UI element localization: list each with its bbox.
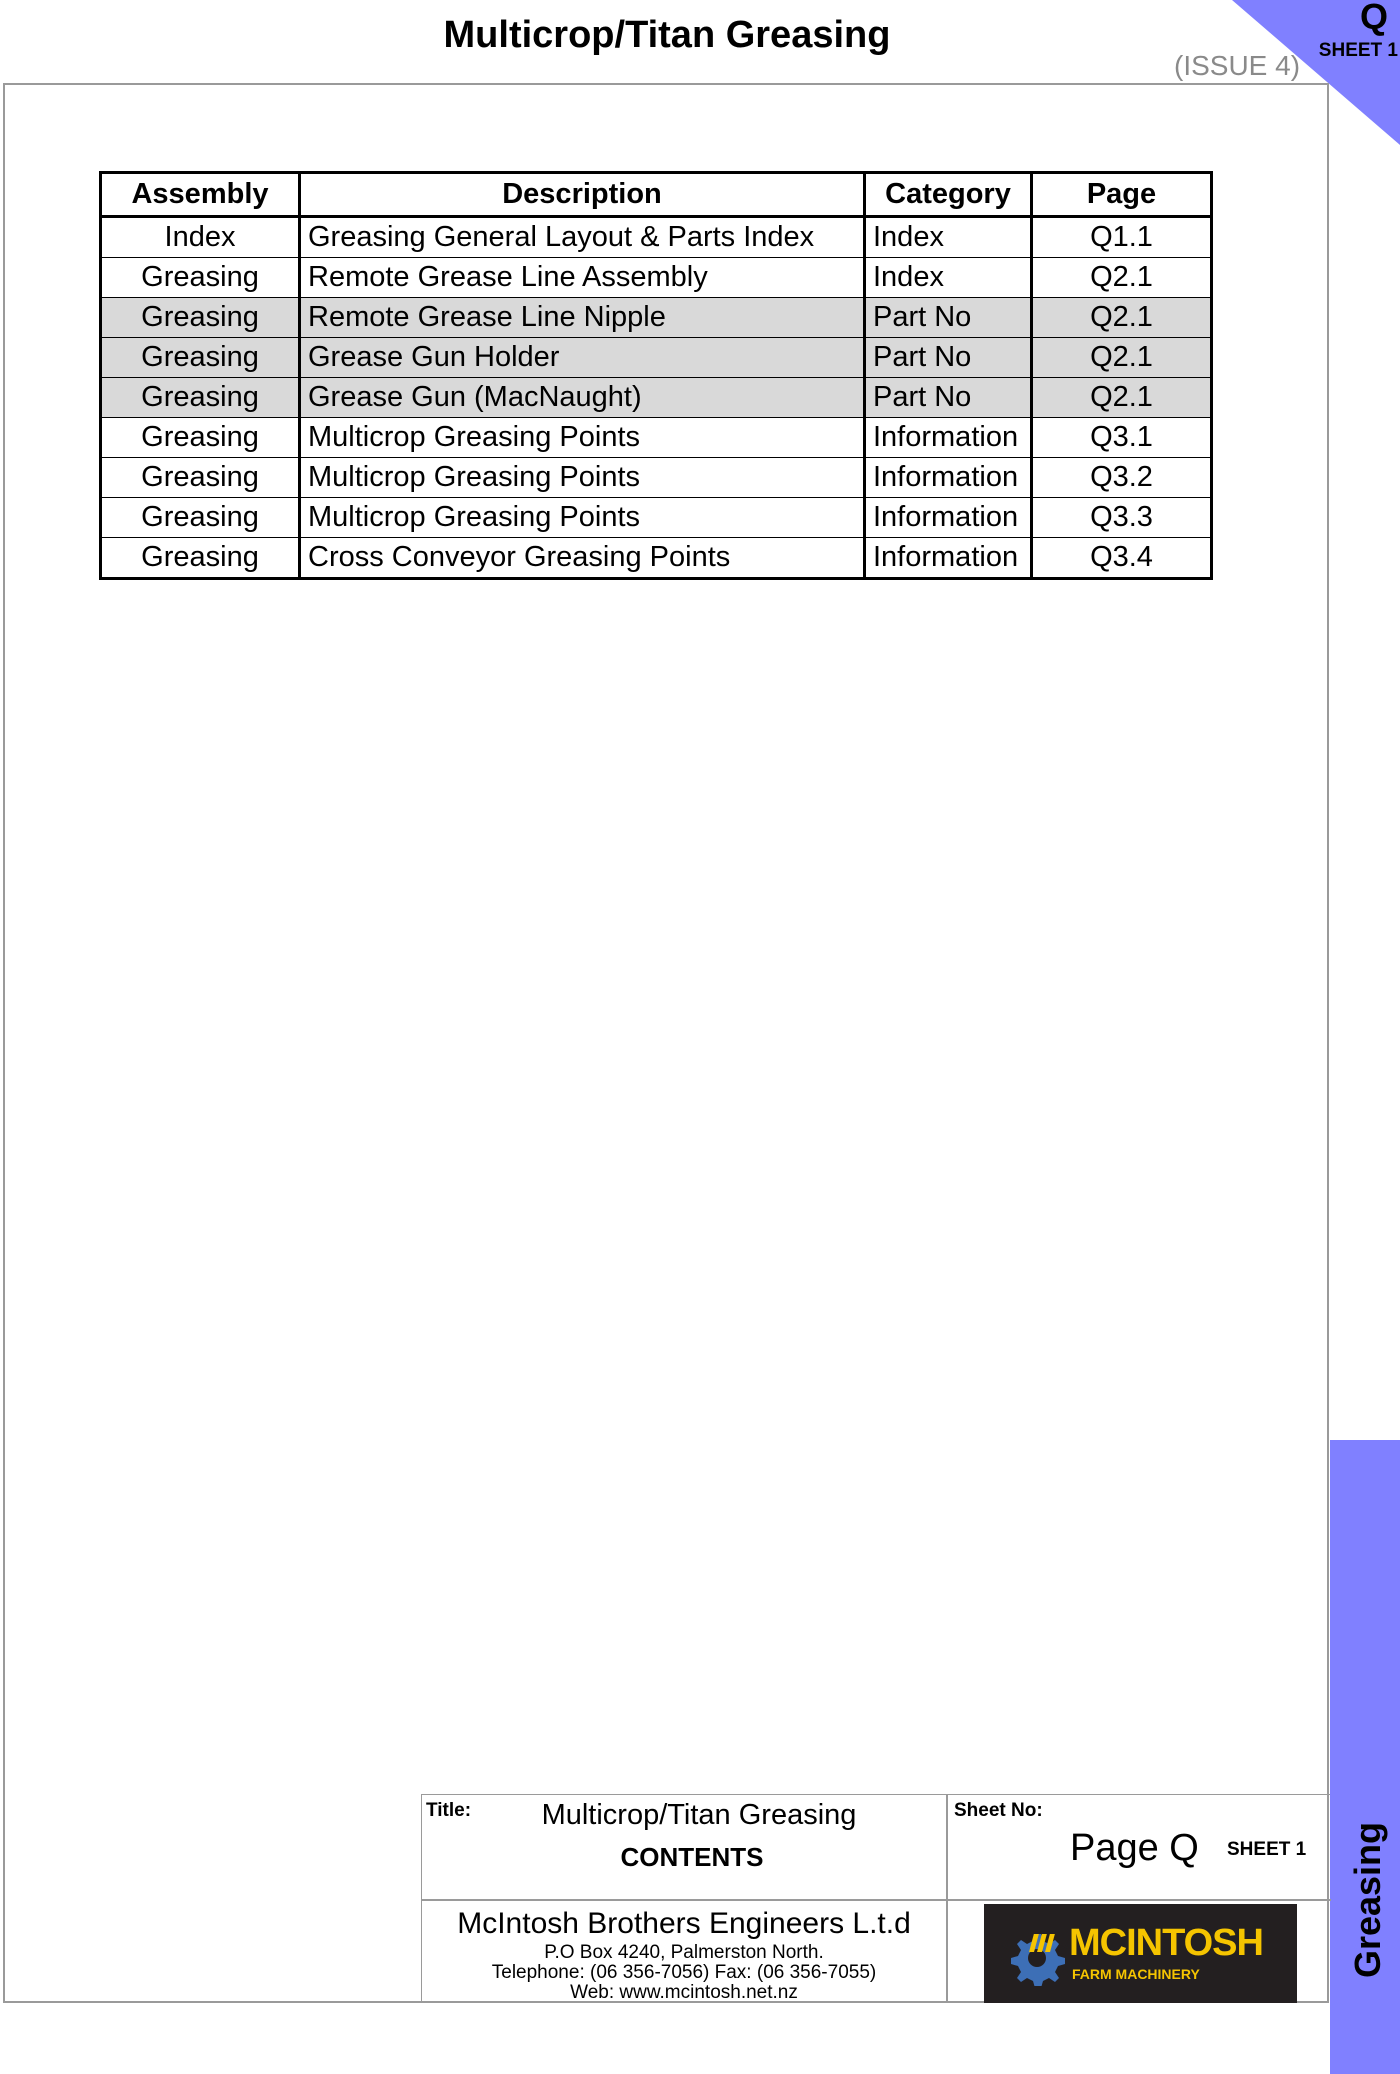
table-row (101, 338, 1212, 378)
document-subtitle: CONTENTS (620, 1842, 764, 1872)
gear-icon (1006, 1926, 1066, 1986)
table-row (101, 538, 1212, 579)
cell-description: Grease Gun (MacNaught) (300, 378, 865, 418)
cell-page: Q3.3 (1032, 498, 1212, 538)
cell-description: Multicrop Greasing Points (300, 418, 865, 458)
cell-description: Grease Gun Holder (300, 338, 865, 378)
table-row (101, 378, 1212, 418)
cell-page: Q2.1 (1032, 298, 1212, 338)
issue-label: (ISSUE 4) (1174, 50, 1301, 81)
title-block (421, 1794, 1330, 2003)
cell-description: Remote Grease Line Nipple (300, 298, 865, 338)
cell-description: Greasing General Layout & Parts Index (300, 217, 865, 258)
cell-description: Multicrop Greasing Points (300, 458, 865, 498)
cell-assembly: Greasing (101, 418, 300, 458)
logo-tagline: FARM MACHINERY (1072, 1966, 1200, 1982)
section-sheet: SHEET 1 (1318, 40, 1398, 61)
table-header-row (101, 173, 1212, 217)
cell-page: Q2.1 (1032, 258, 1212, 298)
cell-assembly: Greasing (101, 298, 300, 338)
logo-wordmark: MCINTOSH (1069, 1922, 1263, 1964)
sheet-no-label: Sheet No: (954, 1800, 1043, 1821)
cell-category: Information (865, 498, 1032, 538)
table-row (101, 298, 1212, 338)
cell-page: Q3.4 (1032, 538, 1212, 579)
table-row (101, 418, 1212, 458)
cell-assembly: Greasing (101, 458, 300, 498)
sheet-number: SHEET 1 (1227, 1839, 1307, 1860)
table-row (101, 217, 1212, 258)
cell-assembly: Greasing (101, 498, 300, 538)
cell-page: Q2.1 (1032, 378, 1212, 418)
company-address: P.O Box 4240, Palmerston North. (544, 1942, 824, 1963)
table-row (101, 458, 1212, 498)
header-page: Page (1032, 173, 1212, 217)
cell-assembly: Greasing (101, 338, 300, 378)
document-title: Multicrop/Titan Greasing (541, 1799, 857, 1831)
page-title: Multicrop/Titan Greasing (443, 14, 891, 56)
cell-category: Information (865, 458, 1032, 498)
header-description: Description (300, 173, 865, 217)
section-side-tab (1330, 1440, 1400, 2074)
table-row (101, 258, 1212, 298)
cell-assembly: Greasing (101, 538, 300, 579)
contents-table (99, 171, 1213, 580)
cell-category: Index (865, 258, 1032, 298)
company-phone: Telephone: (06 356-7056) Fax: (06 356-7055) (491, 1962, 877, 1983)
cell-category: Part No (865, 338, 1032, 378)
company-web: Web: www.mcintosh.net.nz (570, 1982, 798, 2003)
cell-page: Q3.1 (1032, 418, 1212, 458)
cell-description: Multicrop Greasing Points (300, 498, 865, 538)
cell-category: Part No (865, 298, 1032, 338)
company-name: McIntosh Brothers Engineers L.t.d (457, 1907, 911, 1940)
cell-page: Q1.1 (1032, 217, 1212, 258)
title-label: Title: (426, 1800, 472, 1821)
cell-assembly: Greasing (101, 378, 300, 418)
cell-category: Information (865, 418, 1032, 458)
side-tab-label: Greasing (1347, 1821, 1388, 1979)
company-logo (984, 1904, 1297, 2003)
cell-page: Q3.2 (1032, 458, 1212, 498)
cell-category: Part No (865, 378, 1032, 418)
cell-category: Information (865, 538, 1032, 579)
cell-assembly: Index (101, 217, 300, 258)
cell-category: Index (865, 217, 1032, 258)
header-assembly: Assembly (101, 173, 300, 217)
cell-assembly: Greasing (101, 258, 300, 298)
title-block-divider (422, 1899, 1331, 1901)
header-category: Category (865, 173, 1032, 217)
cell-description: Cross Conveyor Greasing Points (300, 538, 865, 579)
section-letter: Q (1359, 0, 1388, 37)
table-row (101, 498, 1212, 538)
page-number: Page Q (1070, 1827, 1199, 1869)
cell-description: Remote Grease Line Assembly (300, 258, 865, 298)
cell-page: Q2.1 (1032, 338, 1212, 378)
